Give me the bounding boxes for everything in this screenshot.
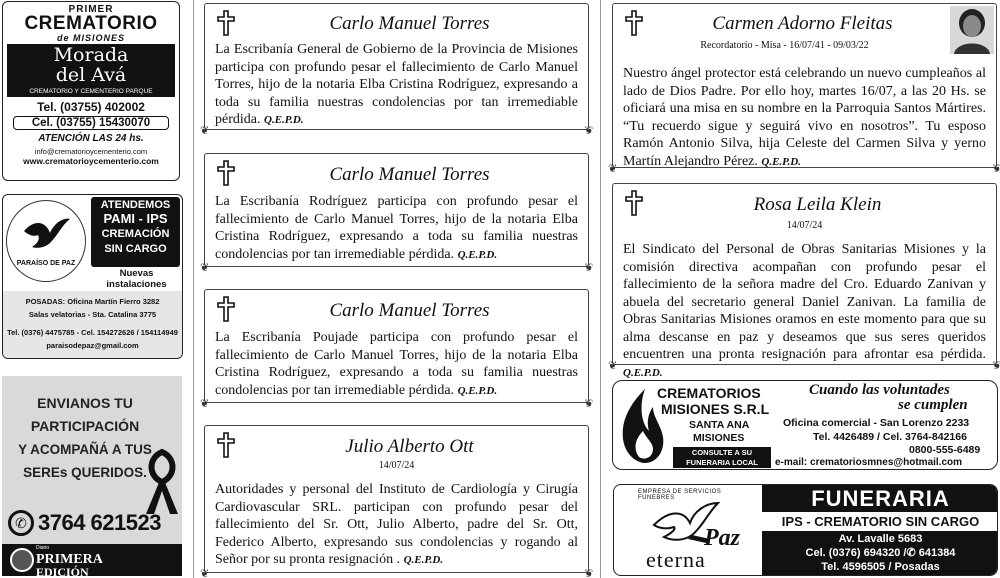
ad-paraiso-tel: Tel. (0376) 4475785 - Cel. 154272626 / 154114949 xyxy=(7,328,178,337)
notice-date: 14/07/24 xyxy=(378,460,415,471)
ad-primera-text-block xyxy=(10,392,160,484)
ad-morada-tel: Tel. (03755) 402002 xyxy=(37,100,145,114)
ad-primera-brand2: EDICIÓN xyxy=(36,565,89,576)
notice-title: ❦ Carlo Manuel Torres xyxy=(329,164,490,185)
ad-funeraria-ips: IPS - CREMATORIO SIN CARGO xyxy=(781,514,980,529)
notice-qepd: Q.E.P.D. xyxy=(263,114,304,126)
notice-title: ❦ Rosa Leila Klein xyxy=(753,194,882,215)
notice-qepd: Q.E.P.D. xyxy=(623,366,663,379)
ad-morada-subtitle: CREMATORIO Y CEMENTERIO PARQUE xyxy=(29,88,153,95)
ad-primera-edicion xyxy=(2,376,182,576)
notice-body xyxy=(623,65,986,171)
notice-card xyxy=(612,3,997,168)
ad-funeraria-logo-eterna: eterna xyxy=(646,547,706,572)
ad-funeraria-info-bar xyxy=(762,531,998,575)
notice-qepd: Q.E.P.D. xyxy=(457,248,498,261)
ad-paraiso-de-paz xyxy=(2,194,183,359)
notice-title: ❦ Carmen Adorno Fleitas xyxy=(712,13,893,34)
ad-paraiso-atendemos: ATENDEMOS xyxy=(100,199,171,211)
notice-body-text: La Escribanía Rodríguez participa con profundo pesar el fallecimiento de Carlo Manuel Torres, hijo de la notaria Elba Cristina Rodríguez, expresando a toda su familia nuestras condolencias por tan irremediable pérdida. xyxy=(215,194,578,262)
notice-date: Recordatorio - Misa - 16/07/41 - 09/03/22 xyxy=(700,40,869,51)
ad-crematorios-title2: MISIONES S.R.L xyxy=(661,401,770,417)
ad-paraiso-posadas-addr: Oficina Martín Fierro 3282 xyxy=(67,297,160,306)
ad-morada-name-panel xyxy=(7,44,175,97)
ad-funeraria-logo-paz: Paz xyxy=(704,525,740,551)
notice-date: 14/07/24 xyxy=(786,220,823,231)
notice-card xyxy=(204,425,589,573)
ad-morada-cel: Cel. (03755) 15430070 xyxy=(13,116,169,130)
ad-morada-crematorio: CREMATORIO xyxy=(24,13,158,34)
cross-icon xyxy=(623,190,645,216)
notice-body xyxy=(623,241,986,382)
ad-crematorios-tel: Tel. 4426489 / Cel. 3764-842166 xyxy=(813,431,967,443)
ad-paraiso-cremacion: CREMACIÓN xyxy=(101,228,170,240)
notice-photo xyxy=(950,6,994,54)
notice-body-text: Nuestro ángel protector está celebrando un nuevo cumpleaños al lado de Dios Padre. Por ello hoy, martes 16/07, a las 20 Hs. se oficiará una misa en su nombre en la Parroquia Santos Mártires. “Tu recuerdo sigue y seguirá vivo en nosotros”. Tu esposo Ramón Antonio Silva, hija Celeste del Carmen Silva y yerno Martín Alejandro Pérez. xyxy=(623,66,986,169)
ad-morada-primer: PRIMER xyxy=(68,4,114,15)
ad-crematorios-email: e-mail: crematoriosmnes@hotmail.com xyxy=(775,457,963,468)
ad-primera-line2: PARTICIPACIÓN xyxy=(30,418,140,434)
notice-body xyxy=(215,481,578,570)
ad-morada-email: info@crematorioycementerio.com xyxy=(34,147,148,156)
ad-primera-line1: ENVIANOS TU xyxy=(37,395,133,411)
column-divider-right xyxy=(600,0,601,578)
ad-crematorios-misiones xyxy=(612,380,998,470)
notice-body-text: El Sindicato del Personal de Obras Sanitarias Misiones y la comisión directiva acompañan con profundo pesar el fallecimiento de la señora madre del Cro. Eduardo Zanivan y abuela del secretario general Daniel Zanivan. La familia de Obras Sanitarias Misiones oramos en este momento para que su alma descanse en paz y deseamos que sus seres queridos encuentren una pronta resignación para afrontar esa pérdida. xyxy=(623,242,986,362)
ad-primera-brand1: PRIMERA xyxy=(36,552,103,567)
ad-paraiso-posadas xyxy=(3,295,182,308)
ad-paraiso-nuevas: Nuevas instalaciones xyxy=(106,268,167,290)
ad-paraiso-email: paraisodepaz@gmail.com xyxy=(46,341,139,350)
notice-title: ❦ Julio Alberto Ott xyxy=(345,436,474,457)
ad-morada-de-misiones: de MISIONES xyxy=(56,33,125,43)
ad-paraiso-posadas-label: POSADAS: xyxy=(25,297,66,306)
ad-paraiso-salas: Salas velatorias - Sta. Catalina 3775 xyxy=(28,310,157,319)
ad-crematorios-place1: SANTA ANA xyxy=(689,419,750,431)
ad-paraiso-logo xyxy=(6,200,86,282)
ad-crematorios-consulte1: CONSULTE A SU xyxy=(691,448,753,457)
ad-morada-attention: ATENCIÓN LAS 24 hs. xyxy=(38,133,144,144)
ad-paraiso-pami: PAMI - IPS xyxy=(103,211,168,226)
ad-funeraria-logo xyxy=(620,489,756,573)
ad-crematorios-oficina: Oficina comercial - San Lorenzo 2233 xyxy=(783,417,970,429)
ad-funeraria-cel: Cel. (0376) 694320 /✆ 641384 xyxy=(805,547,956,559)
ad-primera-brand xyxy=(2,544,182,576)
whatsapp-icon: ✆ xyxy=(8,510,34,536)
notice-qepd: Q.E.P.D. xyxy=(761,155,801,168)
column-divider-left xyxy=(193,0,194,578)
ad-funeraria-title: FUNERARIA xyxy=(811,486,950,511)
cross-icon xyxy=(215,432,237,458)
cross-icon xyxy=(215,160,237,186)
ad-morada-name-line1: Morada xyxy=(53,44,129,66)
notice-qepd: Q.E.P.D. xyxy=(403,554,444,566)
cross-icon xyxy=(215,296,237,322)
ad-funeraria-tel: Tel. 4596505 / Posadas xyxy=(821,561,940,573)
ad-funeraria-right xyxy=(762,485,998,576)
notice-body-text: La Escribanía Poujade participa con profundo pesar el fallecimiento de Carlo Manuel Torres, hijo de la notaria Elba Cristina Rodríguez, expresando a toda su familia nuestras condolencias por tan irremediable pérdida. xyxy=(215,330,578,398)
notice-body xyxy=(215,193,578,264)
ad-funeraria-addr: Av. Lavalle 5683 xyxy=(838,533,923,545)
ad-morada-name-line2: del Avá xyxy=(55,64,127,86)
ad-funeraria-title-bar xyxy=(762,485,998,512)
ad-crematorios-consulte2: FUNERARIA LOCAL xyxy=(686,458,758,467)
ad-primera-phone-row xyxy=(8,508,178,538)
ad-morada-del-ava xyxy=(2,1,180,181)
cross-icon xyxy=(623,10,645,36)
notice-body-text: La Escribanía General de Gobierno de la Provincia de Misiones participa con profundo pesar el fallecimiento de Carlo Manuel Torres, hijo de la notaria Elba Cristina Rodríguez, expresando a toda su familia nuestras condolencias por tan irremediable pérdida. xyxy=(215,42,578,127)
ad-primera-brand-top: Diario xyxy=(36,545,50,551)
notice-body-text: Autoridades y personal del Instituto de Cardiología y Cirugía Cardiovascular SRL. participan con profundo pesar del fallecimiento del Sr. Ott, Julio Alberto, padre del Sr. Ott, Federico Alberto, expresando sus condolencias y rogando al Señor por su pronta resignación . xyxy=(215,482,578,567)
ad-paraiso-dark-panel xyxy=(91,197,180,267)
dove-icon xyxy=(20,213,72,253)
ad-primera-line3: Y ACOMPAÑÁ A TUS xyxy=(18,442,152,457)
ad-crematorios-place2: MISIONES xyxy=(693,432,745,444)
ad-primera-phone: 3764 621523 xyxy=(38,510,161,535)
ad-crematorios-slogan1: Cuando las voluntades xyxy=(809,382,950,398)
ad-crematorios-slogan2: se cumplen xyxy=(898,397,968,413)
ad-paraiso-logo-text: PARAÍSO DE PAZ xyxy=(16,260,76,267)
notice-body xyxy=(215,41,578,130)
ad-morada-web: www.crematorioycementerio.com xyxy=(23,156,159,166)
globe-icon xyxy=(10,548,34,572)
notice-card xyxy=(204,289,589,403)
ad-primera-line4: SEREs QUERIDOS. xyxy=(23,465,147,480)
ad-crematorios-title1: CREMATORIOS xyxy=(657,385,761,401)
ad-crematorios-consulte-badge xyxy=(673,447,771,468)
portrait-icon xyxy=(950,6,994,54)
notice-body xyxy=(215,329,578,400)
ad-crematorios-800: 0800-555-6489 xyxy=(909,444,981,456)
notice-title: ❦ Carlo Manuel Torres xyxy=(329,300,490,321)
notice-title: ❦ Carlo Manuel Torres xyxy=(329,13,490,34)
ad-funeraria-paz-eterna xyxy=(613,484,998,576)
cross-icon xyxy=(215,10,237,36)
notice-card xyxy=(612,183,997,379)
ad-paraiso-sin-cargo: SIN CARGO xyxy=(104,243,167,255)
ad-funeraria-logo-arc: EMPRESA DE SERVICIOS FUNEBRES xyxy=(638,489,722,501)
ad-paraiso-info-panel xyxy=(3,291,182,359)
notice-qepd: Q.E.P.D. xyxy=(457,384,498,397)
notice-card xyxy=(204,153,589,267)
notice-card xyxy=(204,3,589,130)
ad-primera-brand-text xyxy=(36,542,103,576)
